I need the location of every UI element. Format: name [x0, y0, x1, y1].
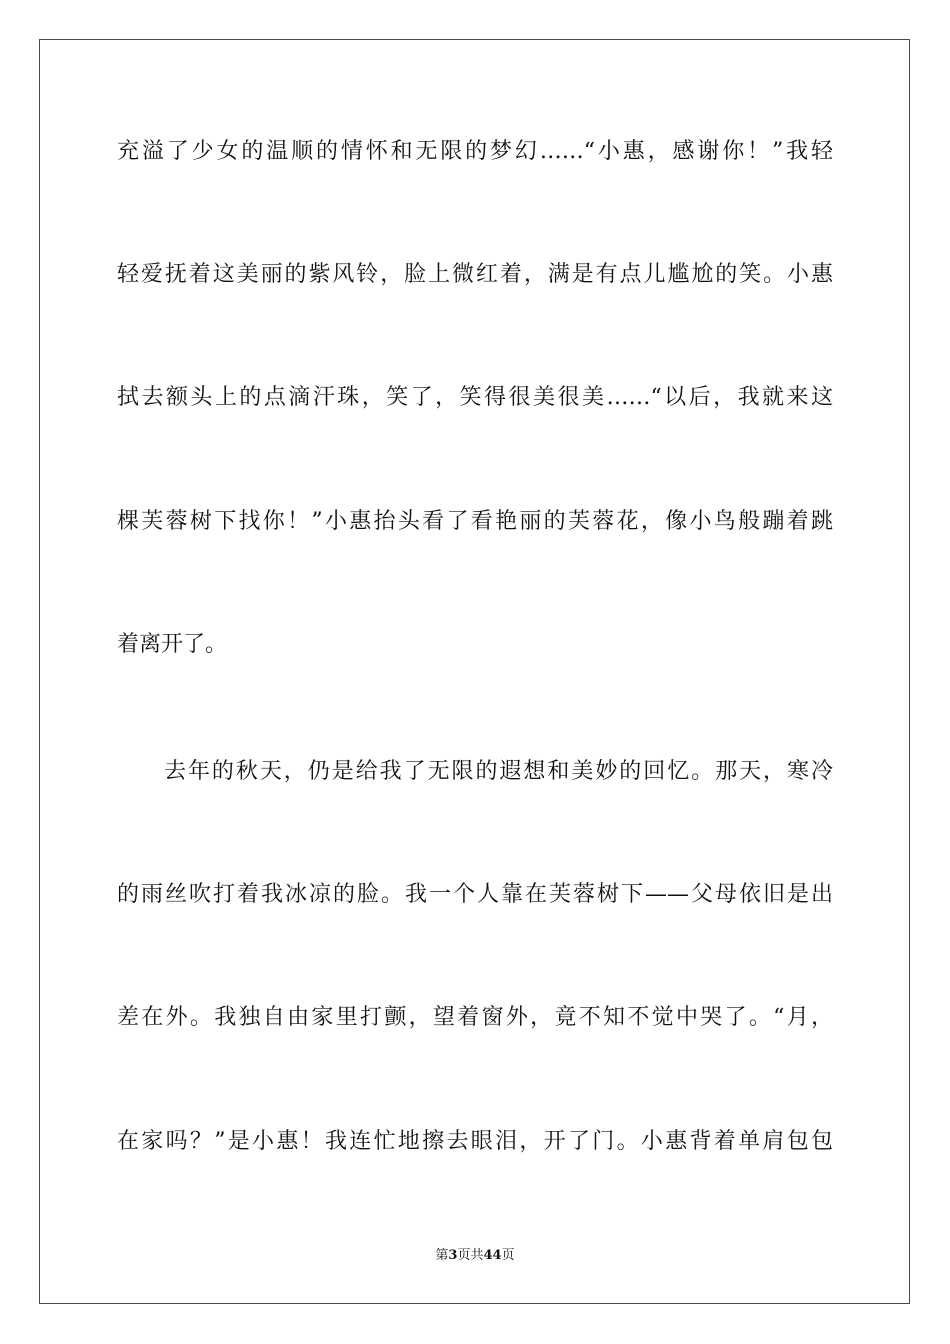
- body-text-line: 充溢了少女的温顺的情怀和无限的梦幻……“小惠，感谢你！”我轻: [117, 139, 833, 164]
- footer-total-prefix: 共: [470, 1248, 484, 1263]
- total-page-count: 44: [483, 1248, 502, 1263]
- footer-total-suffix: 页: [501, 1248, 515, 1263]
- page-border: [39, 39, 910, 1304]
- page-footer: [0, 1247, 950, 1265]
- body-text-line: 棵芙蓉树下找你！”小惠抬头看了看艳丽的芙蓉花，像小鸟般蹦着跳: [117, 509, 833, 534]
- body-text-line: 去年的秋天，仍是给我了无限的遐想和美妙的回忆。那天，寒冷: [164, 759, 833, 784]
- current-page-number: 3: [448, 1248, 458, 1263]
- body-text-line: 差在外。我独自由家里打颤，望着窗外，竟不知不觉中哭了。“月，: [117, 1005, 833, 1030]
- body-text-line: 拭去额头上的点滴汗珠，笑了，笑得很美很美……“以后，我就来这: [117, 385, 833, 410]
- body-text-line: 轻爱抚着这美丽的紫风铃，脸上微红着，满是有点儿尴尬的笑。小惠: [117, 262, 833, 287]
- footer-page-suffix: 页: [457, 1248, 471, 1263]
- body-text-line: 的雨丝吹打着我冰凉的脸。我一个人靠在芙蓉树下——父母依旧是出: [117, 882, 833, 907]
- body-text-line: 在家吗？”是小惠！我连忙地擦去眼泪，开了门。小惠背着单肩包包: [117, 1129, 833, 1154]
- body-text-line: 着离开了。: [117, 632, 228, 657]
- footer-prefix: 第: [435, 1248, 449, 1263]
